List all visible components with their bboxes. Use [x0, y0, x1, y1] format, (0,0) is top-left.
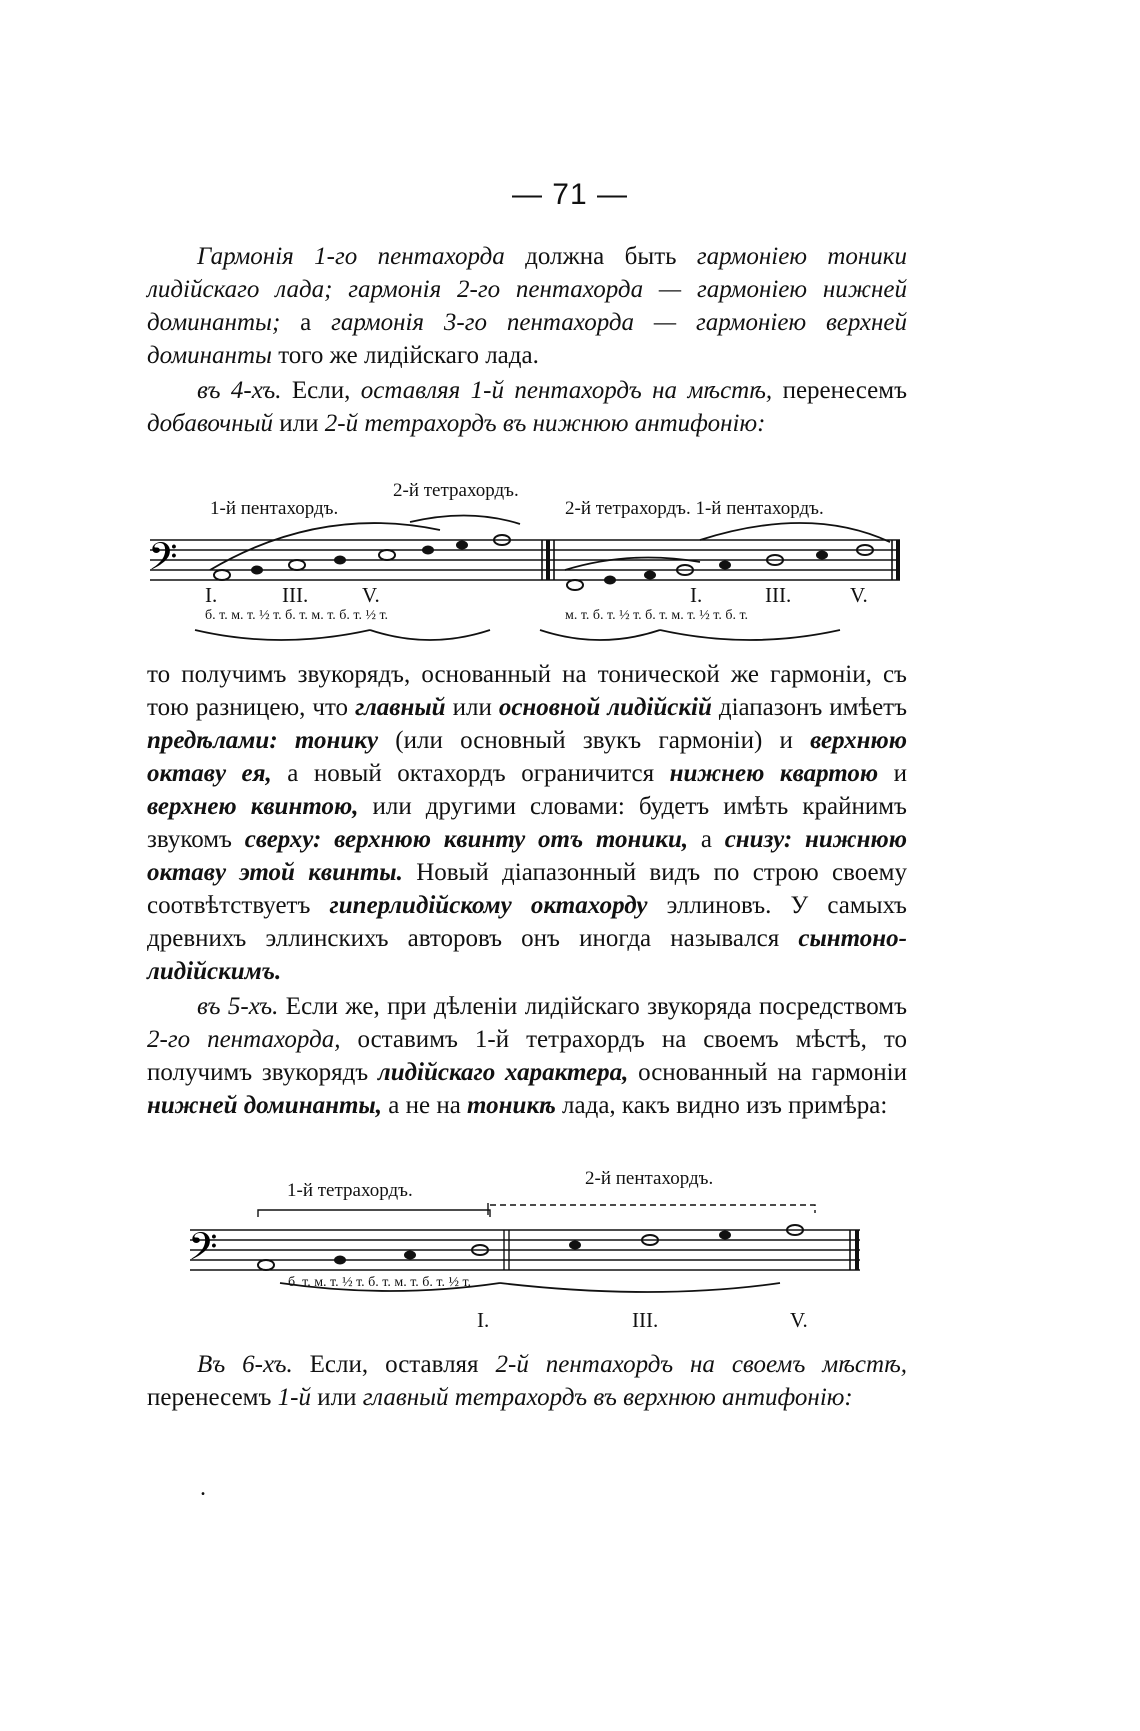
music-example-2: [180, 1195, 880, 1295]
text-span: верхнею квинтою,: [147, 793, 359, 820]
interval-labels-right: м. т. б. т. ½ т. б. т. м. т. ½ т. б. т.: [565, 608, 749, 623]
example1-label-left: 1-й пентахордъ.: [210, 498, 339, 519]
note: [719, 561, 731, 570]
example2-label-right: 2-й пентахордъ.: [585, 1168, 714, 1189]
text-span: [321, 826, 334, 853]
brackets: [258, 1203, 815, 1217]
text-span: 1-й: [277, 1384, 311, 1411]
text-span: нижнею квартою: [669, 760, 879, 787]
stray-mark: .: [200, 1475, 206, 1501]
text-span: (или основный звукъ гармоніи) и: [378, 727, 811, 754]
text-span: главный тетрахордъ въ верхнюю антифонію:: [362, 1384, 853, 1411]
text-span: того же лидійскаго лада.: [271, 342, 539, 369]
note: [289, 560, 305, 570]
note: [567, 580, 583, 590]
text-span: должна быть: [504, 243, 697, 270]
note: [719, 1231, 731, 1240]
text-span: основанный на гармоніи: [628, 1059, 907, 1086]
text-span: предѣлами:: [147, 727, 278, 754]
text-span: верхнюю квинту отъ тоники,: [334, 826, 689, 853]
roman-numeral: III.: [765, 583, 792, 607]
text-span: въ 4-хъ.: [197, 377, 282, 404]
music-example-1: [140, 510, 920, 650]
text-span: тоникѣ: [467, 1092, 556, 1119]
text-span: или: [445, 694, 499, 721]
note: [214, 570, 230, 580]
note: [334, 556, 346, 565]
text-span: въ 5-хъ.: [197, 993, 279, 1020]
interval-labels-left: б. т. м. т. ½ т. б. т. м. т. б. т. ½ т.: [205, 608, 389, 623]
text-span: то получимъ звукорядъ, основанный на тонической же гармоніи, съ тою разницею, что: [147, 661, 907, 721]
text-span: нижнюю октаву этой квинты.: [147, 826, 907, 886]
text-span: Новый діапазонный видъ по строю своему соотвѣтствуетъ: [147, 859, 907, 919]
text-span: Въ 6-хъ.: [197, 1351, 293, 1378]
text-span: гармонія 3-го пентахорда — гармоніею верхней доминанты: [147, 309, 907, 369]
text-span: оставляя 1-й пентахордъ на мѣстѣ,: [360, 377, 773, 404]
note: [644, 571, 656, 580]
note: [422, 546, 434, 555]
text-span: сынтоно-лидійскимъ.: [147, 925, 907, 985]
example1-label-mid: 2-й тетрахордъ.: [393, 480, 519, 501]
note: [334, 1256, 346, 1265]
staff-lines: [150, 540, 900, 580]
text-span: и: [878, 760, 907, 787]
text-span: добавочный: [147, 410, 274, 437]
paragraph-harmony: [147, 240, 907, 372]
paragraph-fifth: [147, 990, 907, 1122]
roman-numeral: I.: [205, 583, 218, 607]
text-span: гиперлидійскому октахорду: [329, 892, 648, 919]
roman-numeral: III.: [632, 1308, 659, 1332]
text-span: а: [280, 309, 332, 336]
notes-left: [214, 535, 510, 580]
text-span: перенесемъ: [772, 377, 907, 404]
staff-lines: [190, 1230, 860, 1270]
text-span: 2-го пентахорда,: [147, 1026, 341, 1053]
text-span: тонику: [294, 727, 379, 754]
note: [456, 541, 468, 550]
text-span: или: [273, 410, 325, 437]
note: [569, 1241, 581, 1250]
text-span: [278, 727, 295, 754]
text-span: [792, 826, 805, 853]
roman-numeral: V.: [790, 1308, 808, 1332]
paragraph-fourth: [147, 374, 907, 440]
text-span: гармоніею тоники лидійскаго лада; гармонія 2-го пентахорда — гармоніею нижней доминанты;: [147, 243, 907, 336]
paragraph-result: [147, 658, 907, 988]
example2-label-left: 1-й тетрахордъ.: [287, 1180, 413, 1201]
text-span: оставимъ 1-й тетрахордъ на своемъ мѣстѣ, то получимъ звукорядъ: [147, 1026, 907, 1086]
paragraph-sixth: [147, 1348, 907, 1414]
roman-numeral: I.: [690, 583, 703, 607]
text-span: 2-й пентахордъ на своемъ мѣстѣ,: [495, 1351, 907, 1378]
text-span: Если, оставляя: [292, 1351, 496, 1378]
note: [258, 1260, 274, 1270]
notes-right: [567, 545, 873, 590]
text-span: Гармонія 1-го пентахорда: [197, 243, 505, 270]
text-span: перенесемъ: [147, 1384, 278, 1411]
interval-labels: б. т. м. т. ½ т. б. т. м. т. б. т. ½ т.: [288, 1275, 472, 1290]
text-span: нижней доминанты,: [147, 1092, 382, 1119]
note: [604, 576, 616, 585]
page-number: — 71 —: [511, 178, 629, 211]
text-span: или другими словами: будетъ имѣть крайнимъ звукомъ: [147, 793, 907, 853]
text-span: а: [688, 826, 725, 853]
interval-brackets: [195, 630, 840, 640]
bass-clef-icon: 𝄢: [188, 1224, 218, 1278]
text-span: лидійскаго характера,: [377, 1059, 629, 1086]
text-span: или: [311, 1384, 363, 1411]
text-span: эллиновъ. У самыхъ древнихъ эллинскихъ авторовъ онъ иногда назывался: [147, 892, 907, 952]
example1-label-right: 2-й тетрахордъ. 1-й пентахордъ.: [565, 498, 824, 519]
text-span: снизу:: [724, 826, 793, 853]
text-span: сверху:: [244, 826, 322, 853]
roman-numeral: I.: [477, 1308, 490, 1332]
text-span: главный: [355, 694, 446, 721]
roman-numeral: V.: [850, 583, 868, 607]
text-span: Если же, при дѣленіи лидійскаго звукоряда посредствомъ: [278, 993, 907, 1020]
text-span: а новый октахордъ ограничится: [271, 760, 670, 787]
notes: [258, 1225, 803, 1270]
text-span: а не на: [382, 1092, 468, 1119]
roman-numeral: III.: [282, 583, 309, 607]
note: [816, 551, 828, 560]
text-span: основной лидійскій: [498, 694, 712, 721]
text-span: 2-й тетрахордъ въ нижнюю антифонію:: [324, 410, 766, 437]
text-span: Если,: [281, 377, 361, 404]
text-span: лада, какъ видно изъ примѣра:: [555, 1092, 888, 1119]
note: [404, 1251, 416, 1260]
bass-clef-icon: 𝄢: [148, 534, 178, 588]
roman-numeral: V.: [362, 583, 380, 607]
note: [251, 566, 263, 575]
text-span: діапазонъ имѣетъ: [711, 694, 908, 721]
text-span: верхнюю октаву ея,: [147, 727, 907, 787]
note: [379, 550, 395, 560]
